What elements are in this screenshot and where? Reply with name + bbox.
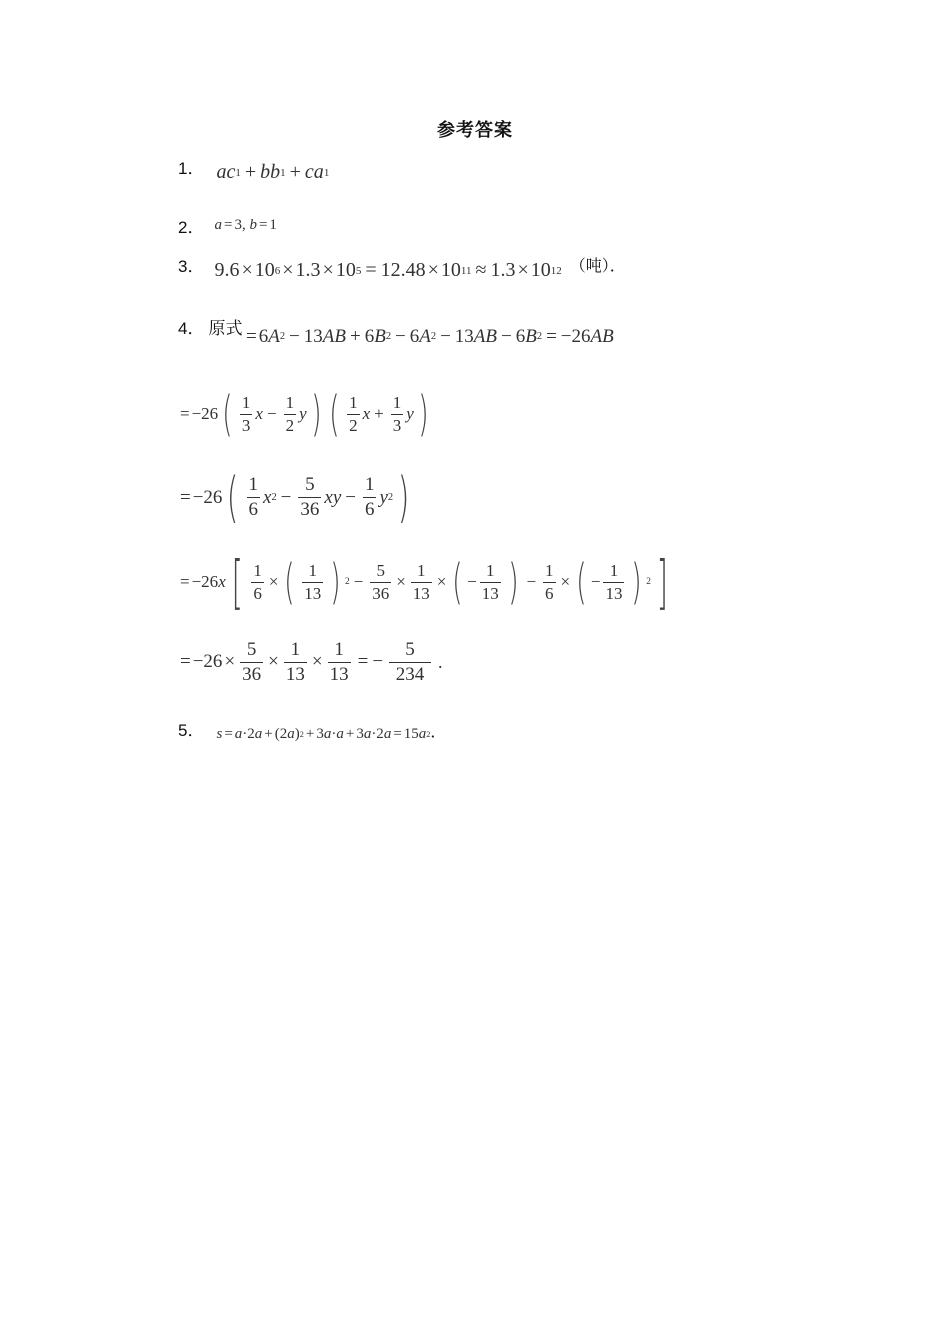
answer-4-line-2 bbox=[178, 386, 433, 442]
answer-4-line-4 bbox=[178, 548, 674, 616]
end-mark: ． bbox=[430, 722, 447, 741]
math-expression: ac 1 + bb 1 + ca 1 bbox=[216, 161, 330, 183]
answer-4-line-1 bbox=[244, 326, 614, 348]
answer-1 bbox=[178, 160, 329, 185]
lead-text: 原式 bbox=[208, 319, 243, 339]
item-number: 5． bbox=[178, 721, 205, 740]
answer-4-line-5 bbox=[178, 640, 443, 685]
item-number: 3． bbox=[178, 257, 205, 276]
math-expression: 9.6 × 10 6 × 1.3 × 10 5 = 12.48 × 10 11 ≈ 1.3 × 10 12 bbox=[214, 259, 562, 281]
answer-3 bbox=[178, 258, 626, 283]
answer-5 bbox=[178, 722, 446, 747]
answer-2 bbox=[178, 213, 277, 238]
page-title: 参考答案 bbox=[437, 120, 513, 141]
answer-4 bbox=[178, 314, 242, 339]
math-expression: s = a ·2 a + (2 a ) 2 + 3 a · a + 3 a ·2 a = 15 a 2 bbox=[216, 726, 431, 742]
answer-4-line-3 bbox=[178, 466, 414, 529]
item-number: 1． bbox=[178, 159, 205, 178]
math-expression: a = 3, b = 1 bbox=[214, 217, 277, 233]
item-number: 4． bbox=[178, 319, 205, 338]
item-number: 2． bbox=[178, 218, 205, 237]
unit-label: （吨）． bbox=[569, 256, 626, 275]
math-expression: = 6 A 2 − 13 AB + 6 B 2 − 6 A 2 − 13 AB − 6 B 2 = −26 AB bbox=[246, 326, 614, 347]
math-expression: = −26 x [ $\frac{1}{6}$ × ( $\frac{1}{13}$ ) 2 − $\frac{5}{36}$ × $\frac{1}{13}$ × ( − $\frac{1}{13}$ ) − $\frac{1}{6}$ × ( − $\frac{1}{13}$ ) 2 ] bbox=[180, 548, 668, 616]
math-expression: = −26 × $\frac{5}{36}$ × $\frac{1}{13}$ × $\frac{1}{13}$ = − $\frac{5}{234}$ . bbox=[180, 639, 443, 685]
math-expression: = −26 ( $\frac{1}{6}$ x 2 − $\frac{5}{36}$ xy − $\frac{1}{6}$ y 2 ) bbox=[180, 466, 410, 529]
math-expression: = −26 ( $\frac{1}{3}$ x − $\frac{1}{2}$ y ) ( $\frac{1}{2}$ x + $\frac{1}{3}$ y ) bbox=[180, 386, 429, 442]
